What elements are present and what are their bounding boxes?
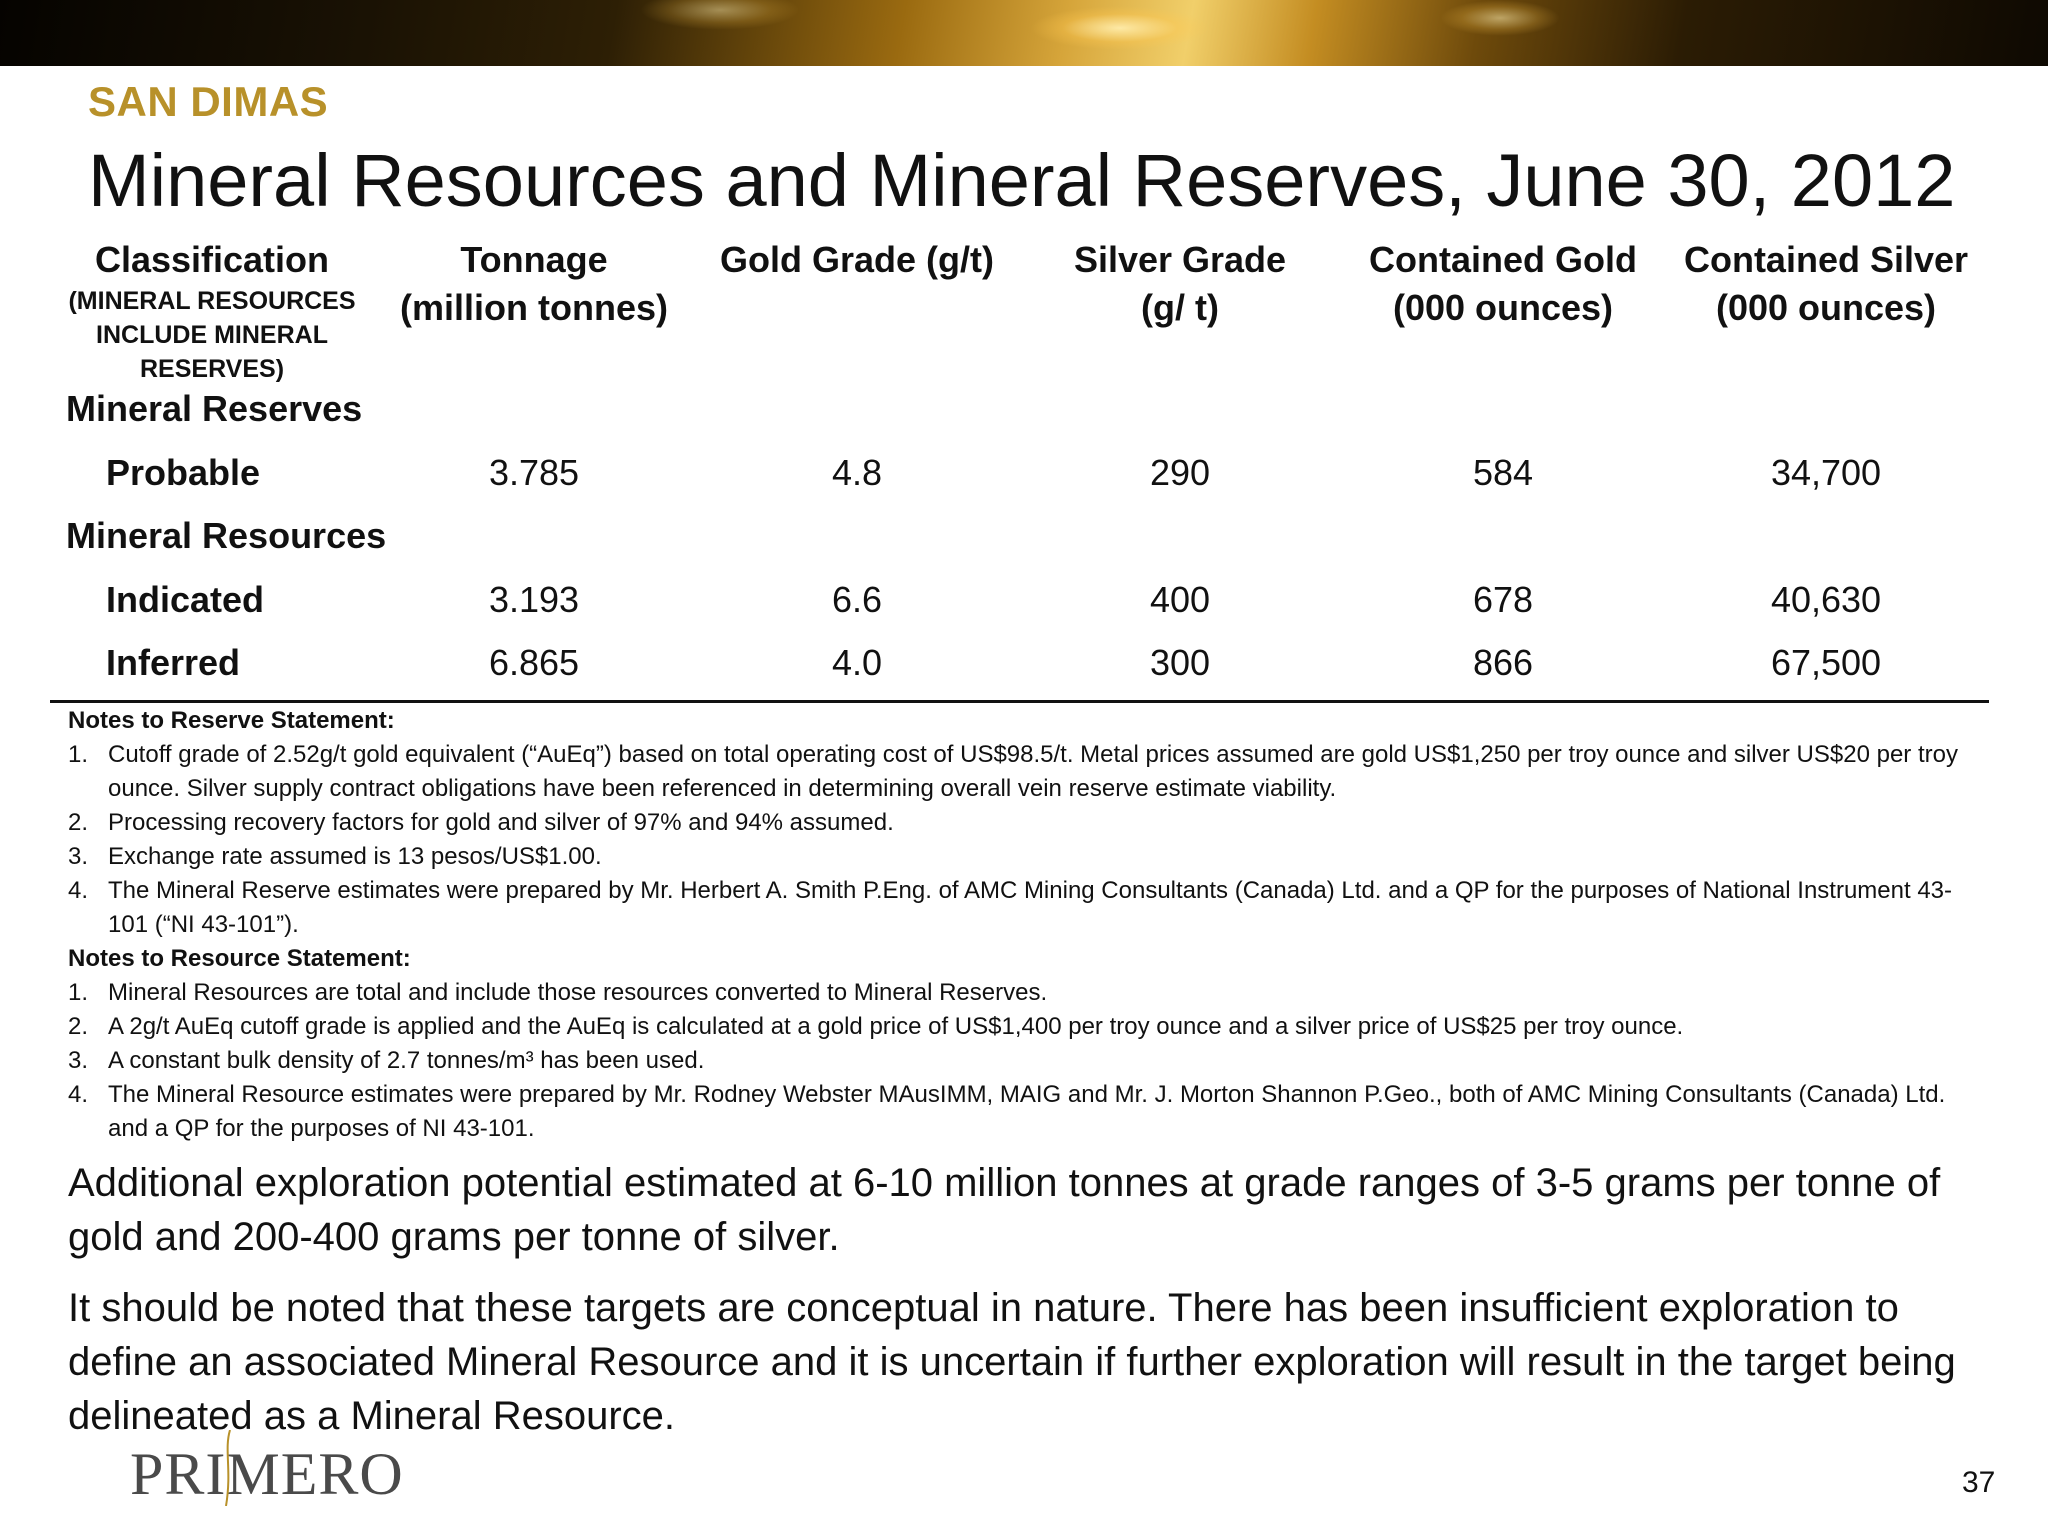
cell-indicated-silver-grade: 400 — [1149, 579, 1211, 620]
header-banner-image — [0, 0, 2048, 66]
conceptual-targets-disclaimer: It should be noted that these targets are conceptual in nature. There has been insufficient exploration to define an associated Mineral Resource and it is uncertain if further exploration will result in the target being delineated as a Mineral Resource. — [68, 1286, 1956, 1438]
resource-note-item: 1. Mineral Resources are total and include those resources converted to Mineral Reserves. — [68, 979, 1048, 1006]
cell-inferred-silver-grade: 300 — [1149, 642, 1211, 683]
column-header-contained-silver: Contained Silver (000 ounces) — [1683, 239, 1969, 328]
slide-title: Mineral Resources and Mineral Reserves, June 30, 2012 — [88, 139, 1956, 222]
column-header-contained-gold: Contained Gold (000 ounces) — [1369, 239, 1637, 328]
group-label-mineral-resources: Mineral Resources — [66, 515, 387, 556]
cell-probable-tonnage: 3.785 — [488, 452, 580, 493]
cell-inferred-gold-grade: 4.0 — [831, 642, 883, 683]
reserve-notes-heading: Notes to Reserve Statement: — [68, 707, 395, 734]
classification-note: (MINERAL RESOURCES INCLUDE MINERAL RESERVES) — [68, 287, 356, 383]
cell-indicated-contained-silver: 40,630 — [1770, 579, 1882, 620]
logo-swoosh-icon — [222, 1430, 234, 1506]
column-header-classification: Classification — [94, 239, 330, 280]
row-label-inferred: Inferred — [106, 642, 241, 683]
notes-section — [68, 704, 1968, 1146]
cell-probable-silver-grade: 290 — [1149, 452, 1211, 493]
cell-inferred-contained-gold: 866 — [1472, 642, 1534, 683]
resource-note-item: 4. The Mineral Resource estimates were prepared by Mr. Rodney Webster MAusIMM, MAIG and Mr. J. Morton Shannon P.Geo., both of AMC Mining Consultants (Canada) Ltd. and a QP for the purposes of NI 43-101. — [68, 1081, 1946, 1142]
table-bottom-rule — [50, 700, 1989, 703]
reserve-note-item: 2. Processing recovery factors for gold and silver of 97% and 94% assumed. — [68, 809, 894, 836]
resource-note-item: 3. A constant bulk density of 2.7 tonnes/m³ has been used. — [68, 1047, 705, 1074]
reserve-note-item: 1. Cutoff grade of 2.52g/t gold equivalent (“AuEq”) based on total operating cost of US$98.5/t. Metal prices assumed are gold US$1,250 per troy ounce and silver US$20 per troy ounce. Silver supply contract obligations have been referenced in determining overall vein reserve estimate viability. — [68, 741, 1958, 802]
resource-notes-heading: Notes to Resource Statement: — [68, 945, 411, 972]
section-label: SAN DIMAS — [88, 78, 329, 125]
cell-inferred-contained-silver: 67,500 — [1770, 642, 1882, 683]
cell-probable-contained-gold: 584 — [1472, 452, 1534, 493]
cell-indicated-tonnage: 3.193 — [488, 579, 580, 620]
cell-probable-contained-silver: 34,700 — [1770, 452, 1882, 493]
reserve-note-item: 4. The Mineral Reserve estimates were prepared by Mr. Herbert A. Smith P.Eng. of AMC Mining Consultants (Canada) Ltd. and a QP for the purposes of National Instrument 43-101 (“NI 43-101”). — [68, 877, 1953, 938]
row-label-probable: Probable — [106, 452, 261, 493]
column-header-gold-grade: Gold Grade (g/t) — [720, 239, 994, 280]
row-label-indicated: Indicated — [106, 579, 265, 620]
cell-indicated-contained-gold: 678 — [1472, 579, 1534, 620]
column-header-tonnage: Tonnage (million tonnes) — [400, 239, 668, 328]
column-header-silver-grade: Silver Grade (g/ t) — [1073, 239, 1287, 328]
company-logo: PRIMERO — [130, 1441, 404, 1507]
group-label-mineral-reserves: Mineral Reserves — [66, 388, 363, 429]
cell-inferred-tonnage: 6.865 — [488, 642, 580, 683]
cell-indicated-gold-grade: 6.6 — [831, 579, 883, 620]
cell-probable-gold-grade: 4.8 — [831, 452, 883, 493]
reserve-note-item: 3. Exchange rate assumed is 13 pesos/US$1.00. — [68, 843, 602, 870]
resource-note-item: 2. A 2g/t AuEq cutoff grade is applied and the AuEq is calculated at a gold price of US$1,400 per troy ounce and a silver price of US$25 per troy ounce. — [68, 1013, 1684, 1040]
exploration-potential-paragraph: Additional exploration potential estimated at 6-10 million tonnes at grade ranges of 3-5 grams per tonne of gold and 200-400 grams per tonne of silver. — [68, 1161, 1941, 1259]
page-number: 37 — [1962, 1466, 1996, 1499]
